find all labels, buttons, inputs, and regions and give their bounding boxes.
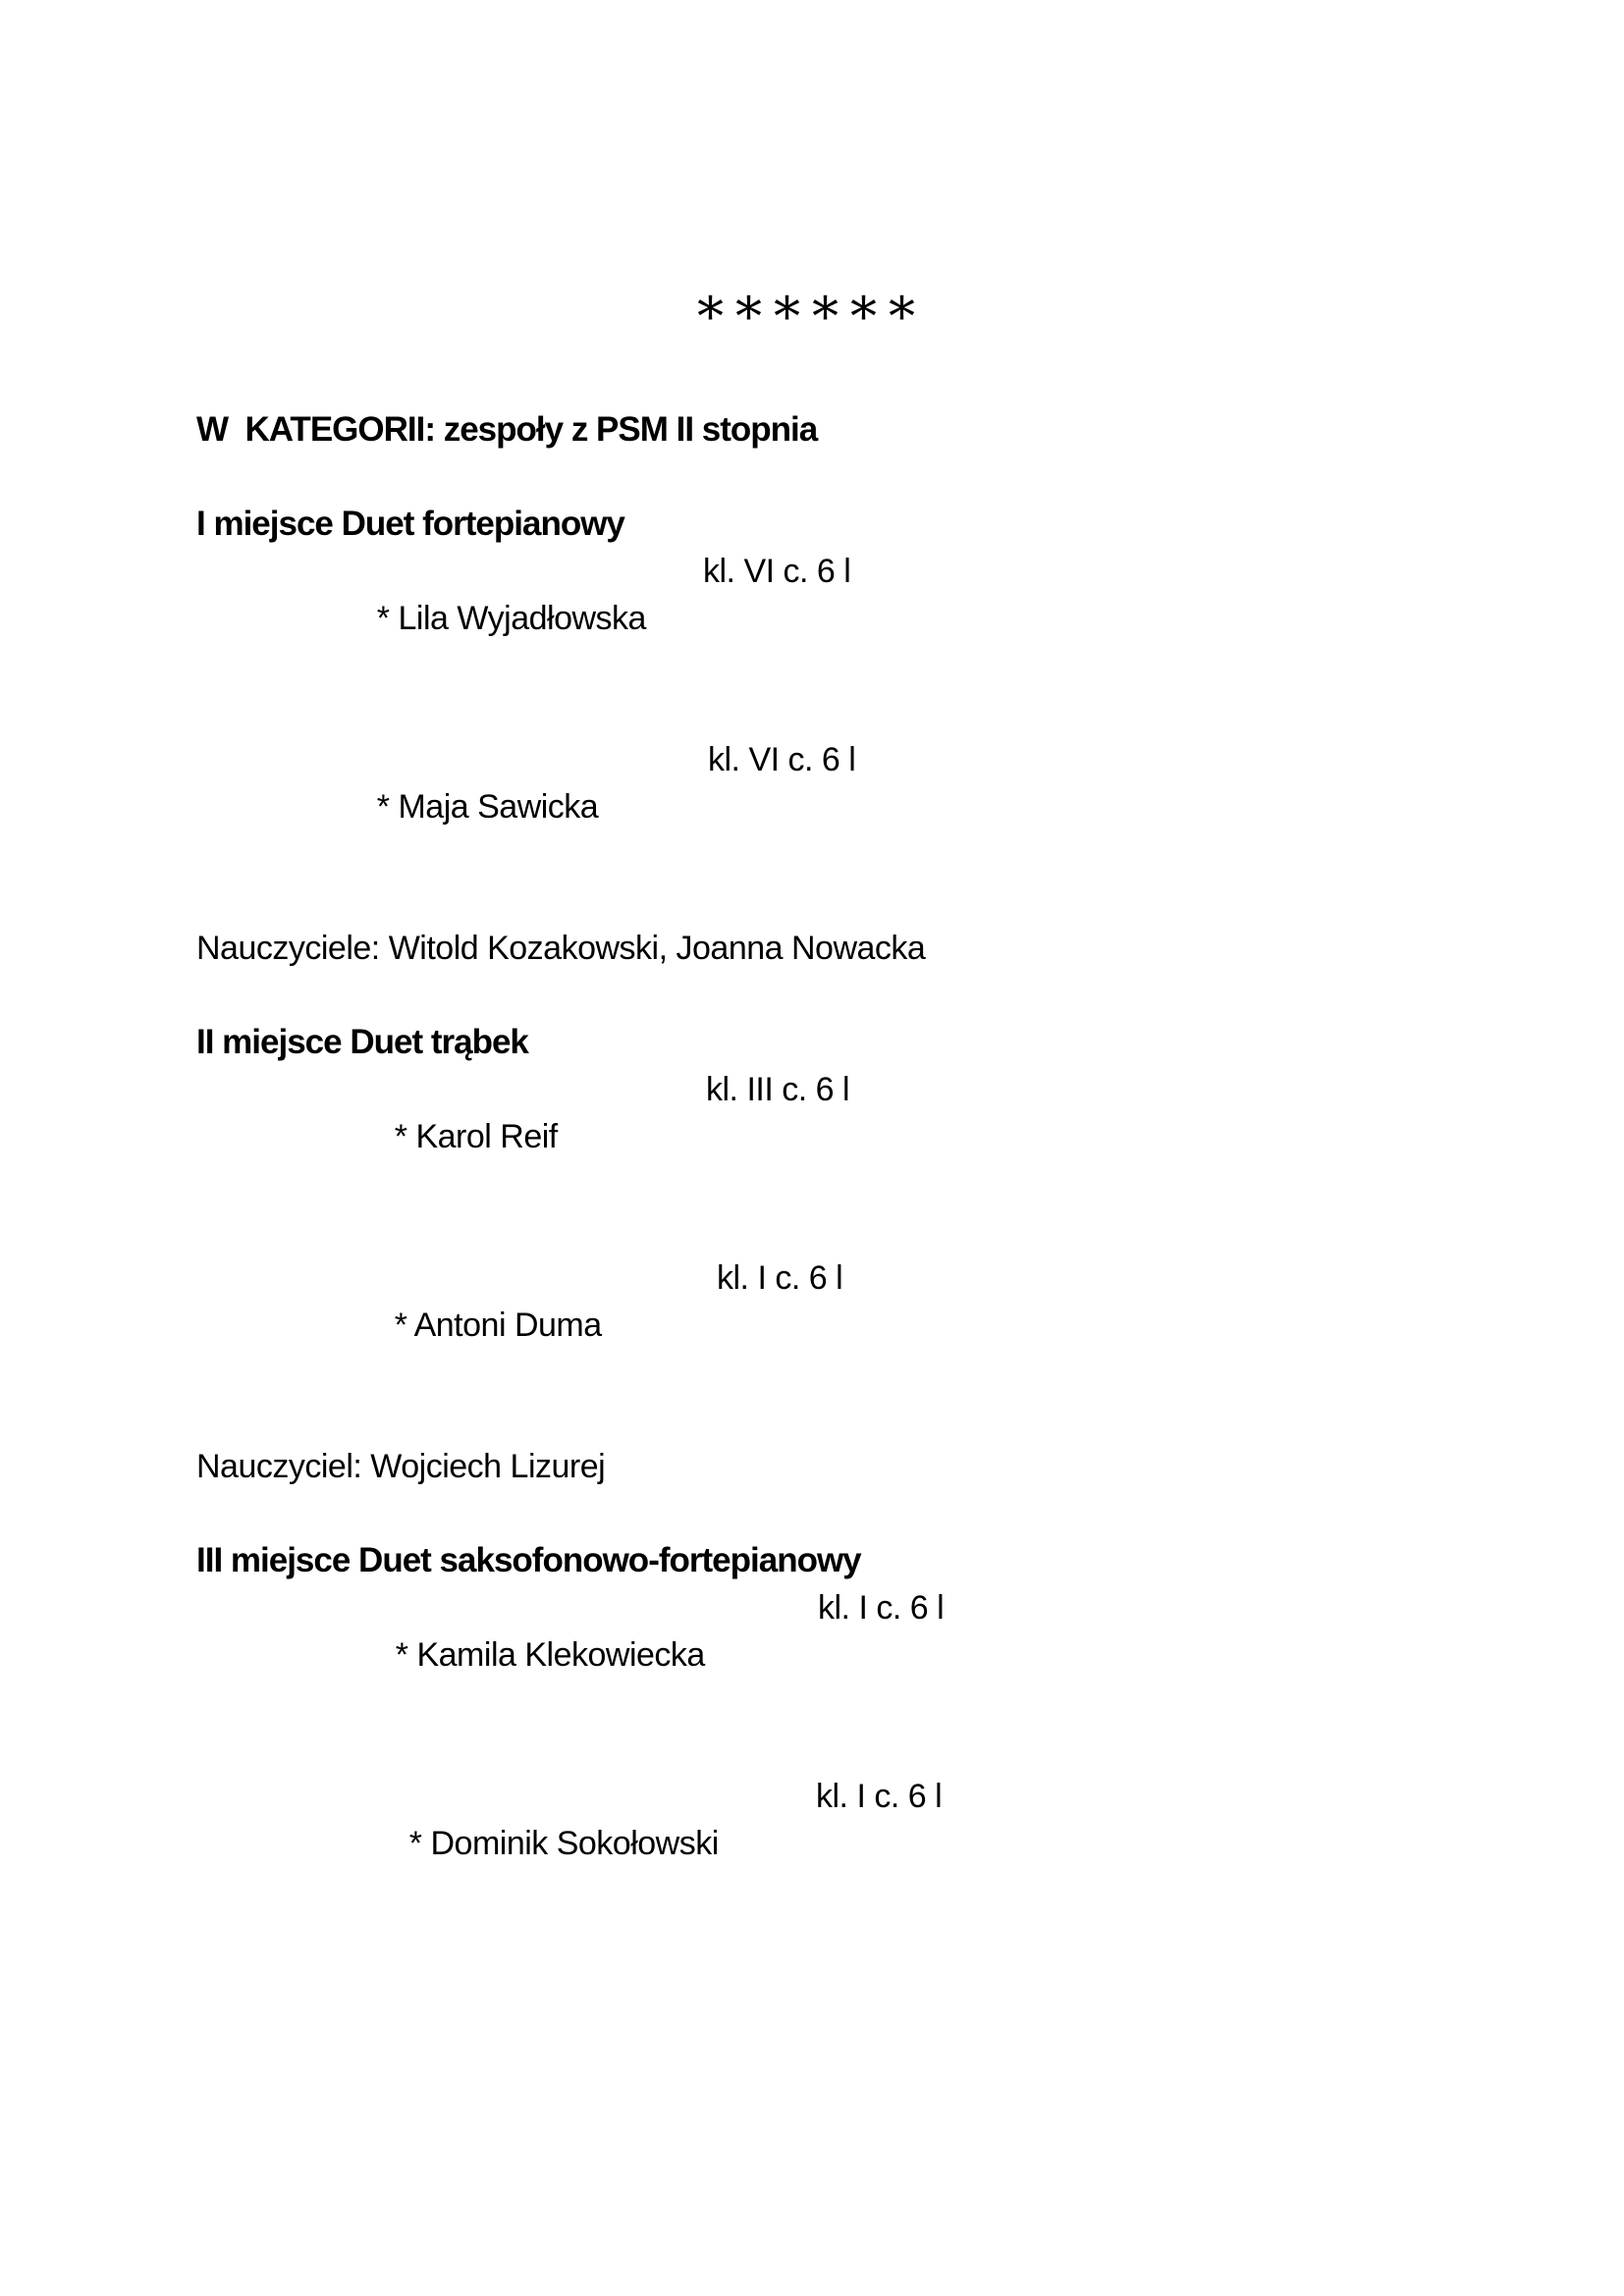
award-section	[196, 1537, 1428, 1961]
student-class: kl. I c. 6 l	[818, 1589, 945, 1627]
asterisk-separator: ******	[697, 286, 927, 347]
student-line	[196, 548, 1428, 736]
page-content	[196, 0, 1428, 1961]
student-line	[196, 1255, 1428, 1443]
student-class: kl. I c. 6 l	[816, 1778, 943, 1815]
award-sections	[196, 501, 1428, 1961]
teacher-line: Nauczyciel: Wojciech Lizurej	[196, 1448, 606, 1485]
student-class: kl. III c. 6 l	[706, 1071, 850, 1108]
student-class: kl. VI c. 6 l	[708, 741, 856, 778]
student-name: * Antoni Duma	[394, 1307, 602, 1344]
student-name: * Dominik Sokołowski	[408, 1825, 719, 1862]
award-section	[196, 1019, 1428, 1490]
student-class: kl. I c. 6 l	[717, 1259, 843, 1297]
section-title: III miejsce Duet saksofonowo-fortepianowy	[196, 1541, 861, 1579]
category-heading: W KATEGORII: zespoły z PSM II stopnia	[196, 410, 818, 449]
section-title: I miejsce Duet fortepianowy	[196, 505, 624, 543]
student-list	[196, 548, 1428, 925]
student-name: * Lila Wyjadłowska	[376, 600, 646, 637]
student-list	[196, 1066, 1428, 1443]
student-class: kl. VI c. 6 l	[703, 553, 851, 590]
student-name: * Maja Sawicka	[376, 788, 599, 826]
student-line	[196, 1066, 1428, 1255]
student-line	[196, 736, 1428, 925]
student-list	[196, 1584, 1428, 1961]
award-section	[196, 501, 1428, 972]
student-line	[196, 1584, 1428, 1773]
student-name: * Karol Reif	[394, 1118, 558, 1155]
section-title: II miejsce Duet trąbek	[196, 1023, 528, 1061]
student-name: * Kamila Klekowiecka	[395, 1636, 705, 1674]
student-line	[196, 1773, 1428, 1961]
teacher-line: Nauczyciele: Witold Kozakowski, Joanna Nowacka	[196, 930, 926, 967]
